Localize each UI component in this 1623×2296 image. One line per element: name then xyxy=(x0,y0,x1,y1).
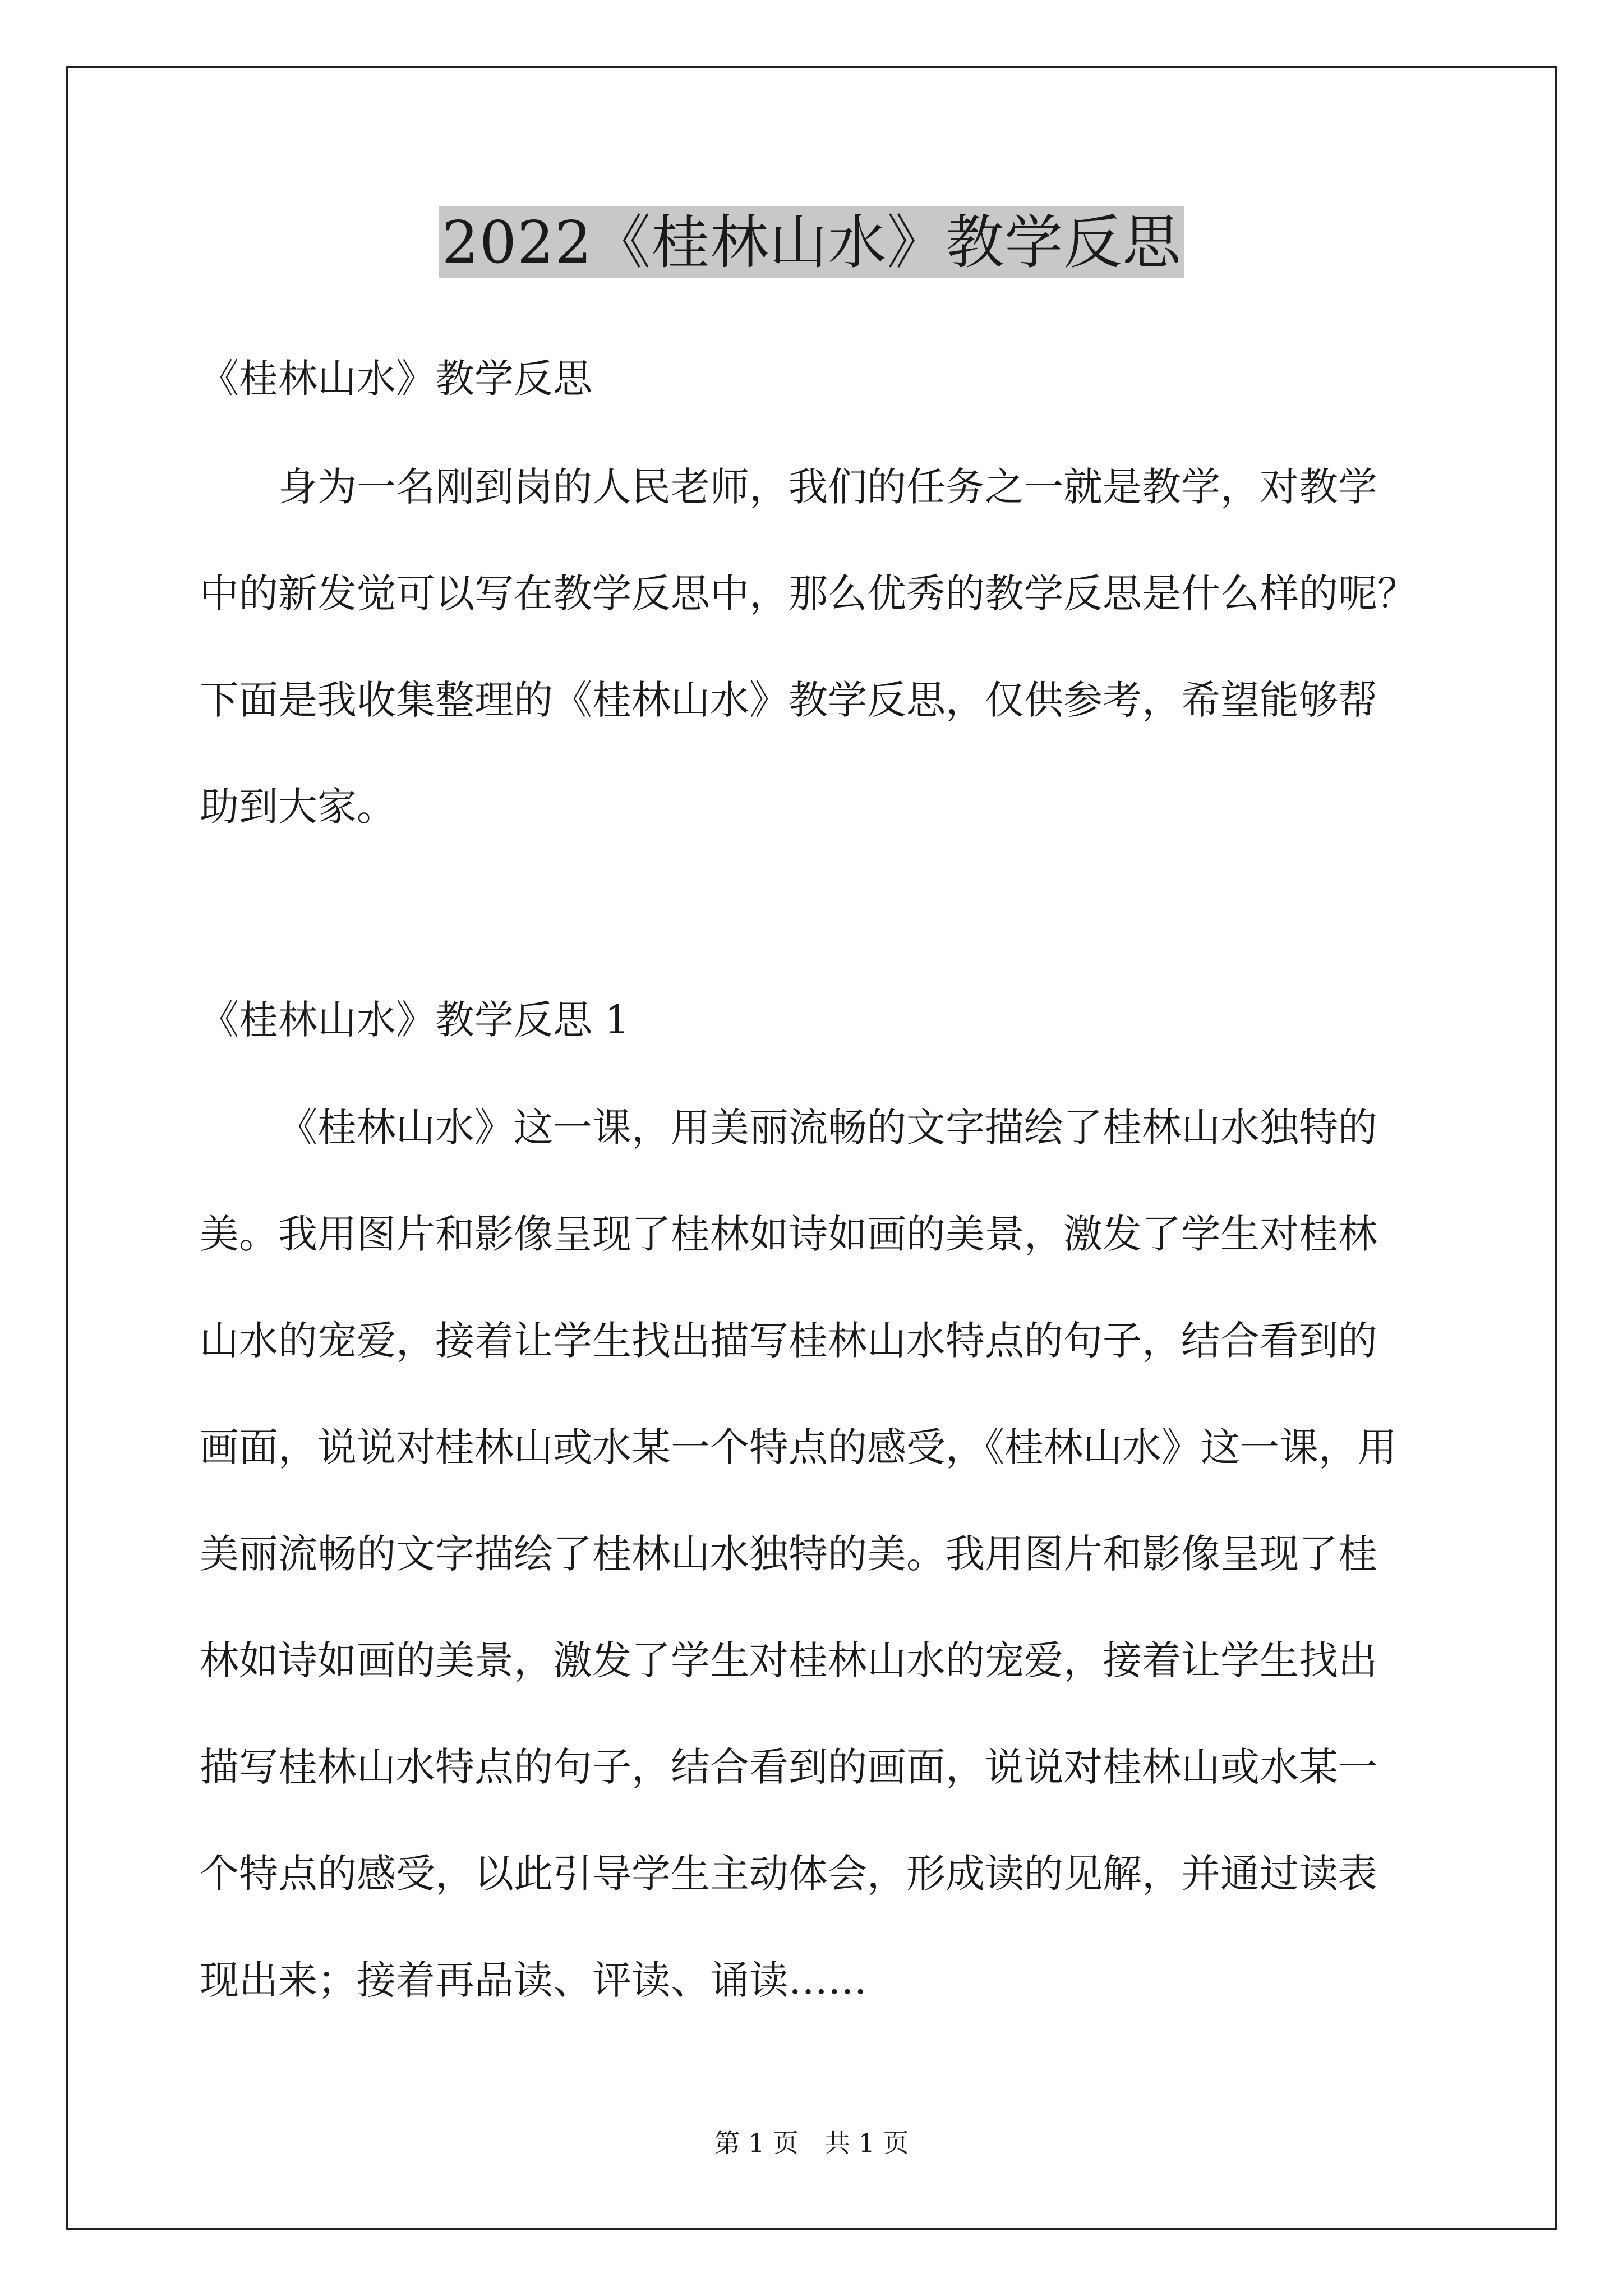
body-paragraph xyxy=(200,1099,1461,2059)
paragraph-line: 美。我用图片和影像呈现了桂林如诗如画的美景，激发了学生对桂林 xyxy=(200,1211,1377,1257)
paragraph-line: 《桂林山水》这一课，用美丽流畅的文字描绘了桂林山水独特的 xyxy=(278,1105,1377,1151)
paragraph-line: 下面是我收集整理的《桂林山水》教学反思，仅供参考，希望能够帮 xyxy=(200,677,1377,723)
section-heading: 《桂林山水》教学反思 1 xyxy=(200,997,630,1043)
section-heading-intro-block xyxy=(200,351,1461,407)
paragraph-line: 助到大家。 xyxy=(200,784,396,830)
paragraph-line: 美丽流畅的文字描绘了桂林山水独特的美。我用图片和影像呈现了桂 xyxy=(200,1531,1377,1577)
title-container xyxy=(0,206,1623,278)
section-heading-1-block xyxy=(200,992,1461,1048)
paragraph-line: 山水的宠爱，接着让学生找出描写桂林山水特点的句子，结合看到的 xyxy=(200,1318,1377,1364)
paragraph-line: 身为一名刚到岗的人民老师，我们的任务之一就是教学，对教学 xyxy=(278,464,1377,510)
page-footer: 第 1 页 共 1 页 xyxy=(714,2128,909,2158)
paragraph-line: 中的新发觉可以写在教学反思中，那么优秀的教学反思是什么样的呢？ xyxy=(200,570,1417,616)
paragraph-line: 林如诗如画的美景，激发了学生对桂林山水的宠爱，接着让学生找出 xyxy=(200,1637,1377,1683)
section-heading: 《桂林山水》教学反思 xyxy=(200,356,592,402)
paragraph-line: 个特点的感受，以此引导学生主动体会，形成读的见解，并通过读表 xyxy=(200,1851,1377,1897)
paragraph-line: 画面，说说对桂林山或水某一个特点的感受，《桂林山水》这一课，用 xyxy=(200,1424,1397,1470)
paragraph-line: 现出来；接着再品读、评读、诵读…… xyxy=(200,1957,867,2003)
paragraph-line: 描写桂林山水特点的句子，结合看到的画面，说说对桂林山或水某一 xyxy=(200,1744,1377,1790)
intro-paragraph xyxy=(200,459,1461,885)
document-title: 2022《桂林山水》教学反思 xyxy=(439,206,1185,278)
